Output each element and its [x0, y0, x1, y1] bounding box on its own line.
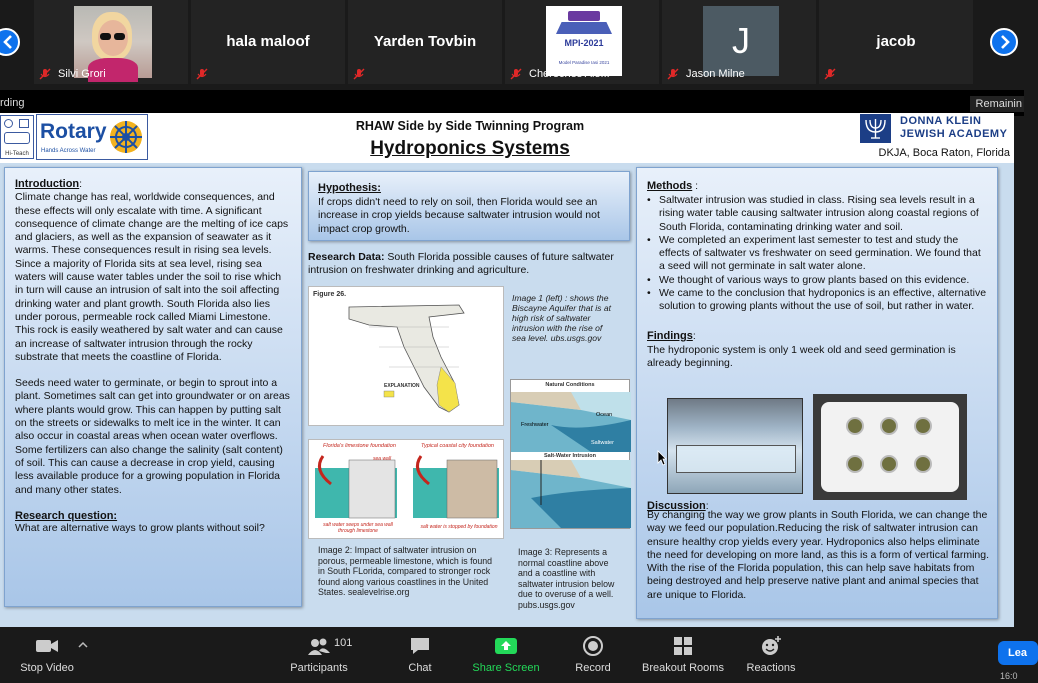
image2-right-title: Typical coastal city foundation [421, 443, 494, 449]
diagram-top-label: Natural Conditions [545, 382, 595, 388]
breakout-rooms-label: Breakout Rooms [642, 662, 724, 674]
methods-item-text: We thought of various ways to grow plants based on this evidence. [659, 273, 970, 286]
diagram-saltwater-label: Saltwater [591, 440, 614, 446]
program-title: RHAW Side by Side Twinning Program [355, 119, 585, 133]
mic-muted-icon [509, 68, 523, 80]
participant-display-name: hala maloof [226, 33, 310, 50]
chevron-left-icon [2, 35, 14, 49]
findings-heading: Findings [647, 329, 693, 342]
methods-list-item: • Saltwater intrusion was studied in class. Rising sea levels result in a rising water table causing saltwater intrusion along coastal regions of South Florida, contaminating drinking water and soil. [647, 194, 979, 233]
mouse-cursor-icon [657, 450, 667, 466]
image2-left-title: Florida's limestone foundation [323, 443, 396, 449]
introduction-panel: Introduction: Climate change has real, worldwide consequences, and these effects will only escalate with time. A significant consequence of climate change are the melting of ice caps and glaciers, as well as the expansion of seawater as it warms. These consequences result in rising sea levels. Since a majority of Florida sits at sea level, rising sea waters will cause water tables under the soil to rise which in turn will cause an intrusion of salt into the soil affecting drinking water and plant growth. South Florida also lies under porous, permeable rock called Miami Limestone. This rock is easily weathered by salt water and can cause an increase of saltwater intrusion through the rocky substrate that meets the coastline of Florida. Seeds need water to germinate, or begin to sprout into a plant. Sometimes salt can get into groundwater or on areas where plants would grow. This can happen by putting salt on the streets or sidewalks to melt ice in the winter. It can also occur in coastal areas when ocean water overflows. Some fertilizers can also change the salinity (salt content) of soil. This can cause a decrease in crop yield, causing less available produce for a growing population in Florida and many other states. Research question: What are alternative ways to grow plants without soil? [4, 167, 302, 607]
hydroponic-tank-photo [667, 398, 803, 494]
reactions-button[interactable] [742, 635, 800, 674]
avatar: J [703, 6, 779, 76]
recording-indicator-text: rding [0, 97, 25, 109]
participant-tile[interactable] [348, 0, 502, 84]
introduction-paragraph-1: Climate change has real, worldwide consequences, and these effects will only escalate with time. A significant consequence of climate change are the melting of ice caps and glaciers, as well as the expansion of seawater as it warms. These consequences result in rising sea levels. Since a majority of Florida sits at sea level, rising sea waters will cause water tables under the soil to rise which in turn will cause an intrusion of salt into the soil affecting drinking water and plant growth. South Florida also lies under porous, permeable rock called Miami Limestone. This rock is easily weathered by salt water and can cause an increase of saltwater intrusion through the rocky substrate that meets the coastline of Florida. [15, 191, 289, 363]
school-name-line1: DONNA KLEIN [900, 115, 982, 127]
participant-footer [823, 68, 837, 80]
research-question-heading: Research question: [15, 509, 118, 522]
participant-tile[interactable] [34, 0, 188, 84]
map-legend-title: EXPLANATION [384, 383, 420, 389]
participants-label: Participants [290, 662, 348, 674]
leave-meeting-button[interactable]: Lea [998, 641, 1038, 665]
methods-item-text: We came to the conclusion that hydroponics is an effective, alternative solution to growing plants without the use of soil, but rather in water. [659, 287, 987, 313]
participant-tile[interactable] [819, 0, 973, 84]
share-screen-icon [494, 635, 518, 657]
participant-name: Jason Milne [686, 68, 745, 80]
participant-footer [195, 68, 209, 80]
record-button[interactable] [570, 635, 616, 674]
gallery-next-button[interactable] [990, 28, 1018, 56]
stop-video-label: Stop Video [20, 662, 74, 674]
methods-list-item: • We thought of various ways to grow plants based on this evidence. [647, 273, 970, 286]
logo-text: MPI-2021 [564, 38, 604, 48]
hypothesis-heading: Hypothesis: [318, 182, 381, 194]
school-location: DKJA, Boca Raton, Florida [878, 147, 1010, 159]
poster-title: Hydroponics Systems [370, 138, 570, 159]
gallery-prev-button[interactable] [0, 28, 20, 56]
poster-header [0, 113, 1014, 163]
methods-list-item: • We completed an experiment last semester to test and study the effects of saltwater vs freshwater on seed germination. We found that a seed will not germinate in salt water alone. [647, 233, 981, 273]
research-data-text: South Florida possible causes of future saltwater intrusion on freshwater drinking and agriculture. [308, 251, 614, 277]
methods-list [647, 194, 987, 314]
participant-display-name: Yarden Tovbin [373, 33, 477, 50]
diagram-ocean-label: Ocean [596, 412, 613, 418]
participant-display-name: jacob [876, 33, 916, 50]
participants-count-badge: 101 [334, 637, 353, 649]
research-question-text: What are alternative ways to grow plants without soil? [15, 521, 265, 534]
chat-label: Chat [408, 662, 432, 674]
methods-list-item: • We came to the conclusion that hydroponics is an effective, alternative solution to growing plants without the use of soil, but rather in water. [647, 287, 987, 313]
record-label: Record [575, 662, 611, 674]
seed-tray-photo [813, 394, 967, 500]
record-icon [582, 635, 604, 657]
hypothesis-text: If crops didn't need to rely on soil, then Florida would see an increase in crop yields because saltwater intrusion would not impact crop growth. [318, 196, 600, 235]
participant-footer [38, 68, 106, 80]
chevron-right-icon [999, 35, 1011, 49]
meeting-toolbar [0, 629, 1027, 683]
menorah-icon [860, 114, 891, 143]
research-data-heading: Research Data: [308, 251, 385, 263]
school-logo [860, 114, 1010, 144]
video-options-chevron-icon[interactable] [78, 641, 88, 649]
rotary-wheel-icon [108, 119, 144, 155]
participants-icon [306, 635, 332, 657]
discussion-heading: Discussion [647, 500, 706, 512]
hypothesis-panel [308, 171, 630, 241]
mic-muted-icon [38, 68, 52, 80]
introduction-heading: Introduction [15, 178, 80, 190]
mic-muted-icon [666, 68, 680, 80]
diagram-freshwater-label: Freshwater [521, 422, 549, 428]
image2-right-note: salt water is stopped by foundation [420, 524, 498, 530]
methods-heading: Methods [647, 180, 693, 192]
school-name-line2: JEWISH ACADEMY [900, 128, 1008, 140]
share-screen-label: Share Screen [472, 662, 540, 674]
participant-logo-image [546, 6, 622, 76]
clock-time: 16:0 [1000, 671, 1018, 681]
shared-screen-poster [0, 113, 1014, 627]
rotary-logo [36, 114, 148, 160]
participant-tile[interactable] [662, 0, 816, 84]
smiley-plus-icon [759, 635, 783, 657]
image-1-caption: Image 1 (left) : shows the Biscayne Aquifer that is at high risk of saltwater intrusion with the rise of sea level. ubs.usgs.gov [512, 293, 612, 343]
video-camera-icon [34, 635, 60, 657]
participant-gallery [0, 0, 1024, 86]
remaining-time-button[interactable]: Remainin [970, 96, 1024, 112]
share-screen-button[interactable] [468, 635, 544, 674]
rotary-logo-subtext: Hands Across Water [41, 148, 96, 154]
introduction-paragraph-2: Seeds need water to germinate, or begin to sprout into a plant. Sometimes salt can get into groundwater or on areas where plants would grow. This can happen by putting salt on the streets or sidewalks to melt ice in the winter. It can also occur in coastal areas when ocean water overflows. Some fertilizers can also change the salinity (salt content) of soil. This can cause a decrease in crop yield, causing less available produce for a growing population in Florida and many other states. [15, 377, 290, 496]
logo-subtext: Model Paradise Iasi 2021 [558, 60, 610, 65]
rotary-logo-text: Rotary [40, 120, 107, 143]
breakout-rooms-icon [672, 635, 694, 657]
mic-muted-icon [823, 68, 837, 80]
discussion-text: By changing the way we grow plants in South Florida, we can change the way we feed our population.Reducing the risk of saltwater intrusion can ensure healthy crop yields every year. Hydroponics also helps eliminate the need for developing on more land, as this is a form of vertical farming. With the rise of the Florida population, this can help save habitats from being destroyed and help preserve native plant and animal species that are unique to Florida. [647, 509, 990, 601]
methods-findings-panel: Methods : • Saltwater intrusion was studied in class. Rising sea levels result in a rising water table causing saltwater intrusion along coastal regions of South Florida, contaminating drinking water and soil. • We completed an experiment last semester to test and study the effects of saltwater vs freshwater on seed germination. We found that a seed will not germinate in salt water alone. • We thought of various ways to grow plants based on this evidence. • We came to the conclusion that hydroponics is an effective, alternative solution to growing plants without the use of soil, but rather in water. Findings: The hydroponic system is only 1 week old and seed germination is already beginning. Discussion: By changing the way we grow plants in South Florida, we can change the way we feed our population.Reducing the risk of saltwater intrusion can ensure healthy crop yields every year. Hydroponics also helps eliminate the need for developing on more land, as this is a form of vertical farming. With the rise of the Florida population, this can help save habitats from being destroyed and help preserve native plant and animal species that are unique to Florida. [636, 167, 998, 619]
participant-footer [666, 68, 745, 80]
coastline-intrusion-diagram [510, 379, 630, 529]
participant-tile[interactable] [505, 0, 659, 84]
hiteach-logo-text: Hi-Teach [5, 151, 29, 157]
hiteach-logo [0, 115, 34, 159]
methods-item-text: We completed an experiment last semester to test and study the effects of saltwater vs freshwater on seed germination. We found that a seed will not germinate in salt water alone. [659, 233, 981, 273]
image2-sea-wall-label: sea wall [373, 456, 392, 462]
research-data-section [308, 251, 632, 623]
breakout-rooms-button[interactable] [636, 635, 730, 674]
participant-name: Silvi Grori [58, 68, 106, 80]
stop-video-button[interactable] [14, 635, 80, 674]
image-2-caption: Image 2: Impact of saltwater intrusion on porous, permeable limestone, which is found in South FLorida, compared to stronger rock found along various coastlines in the United States. sealevelrise.org [318, 545, 493, 597]
reactions-label: Reactions [746, 662, 796, 674]
image2-left-note: salt water seeps under sea wall through limestone [323, 522, 393, 534]
chat-button[interactable] [400, 635, 440, 674]
participant-tile[interactable] [191, 0, 345, 84]
limestone-foundation-image [308, 439, 504, 539]
figure-label: Figure 26. [313, 291, 347, 298]
mic-muted-icon [195, 68, 209, 80]
florida-aquifer-map-image [308, 286, 504, 426]
participant-footer [352, 68, 366, 80]
findings-text: The hydroponic system is only 1 week old and seed germination is already beginning. [647, 343, 956, 369]
participant-footer [509, 68, 610, 80]
chat-bubble-icon [409, 635, 431, 657]
image-3-caption: Image 3: Represents a normal coastline above and a coastline with saltwater intrusion below due to overuse of a well. pubs.usgs.gov [518, 547, 615, 610]
participant-name: Chereches Ale... [529, 68, 610, 80]
methods-item-text: Saltwater intrusion was studied in class. Rising sea levels result in a rising water table causing saltwater intrusion along coastal regions of South Florida, contaminating drinking water and soil. [659, 194, 979, 233]
diagram-bottom-label: Salt-Water Intrusion [543, 453, 597, 459]
mic-muted-icon [352, 68, 366, 80]
